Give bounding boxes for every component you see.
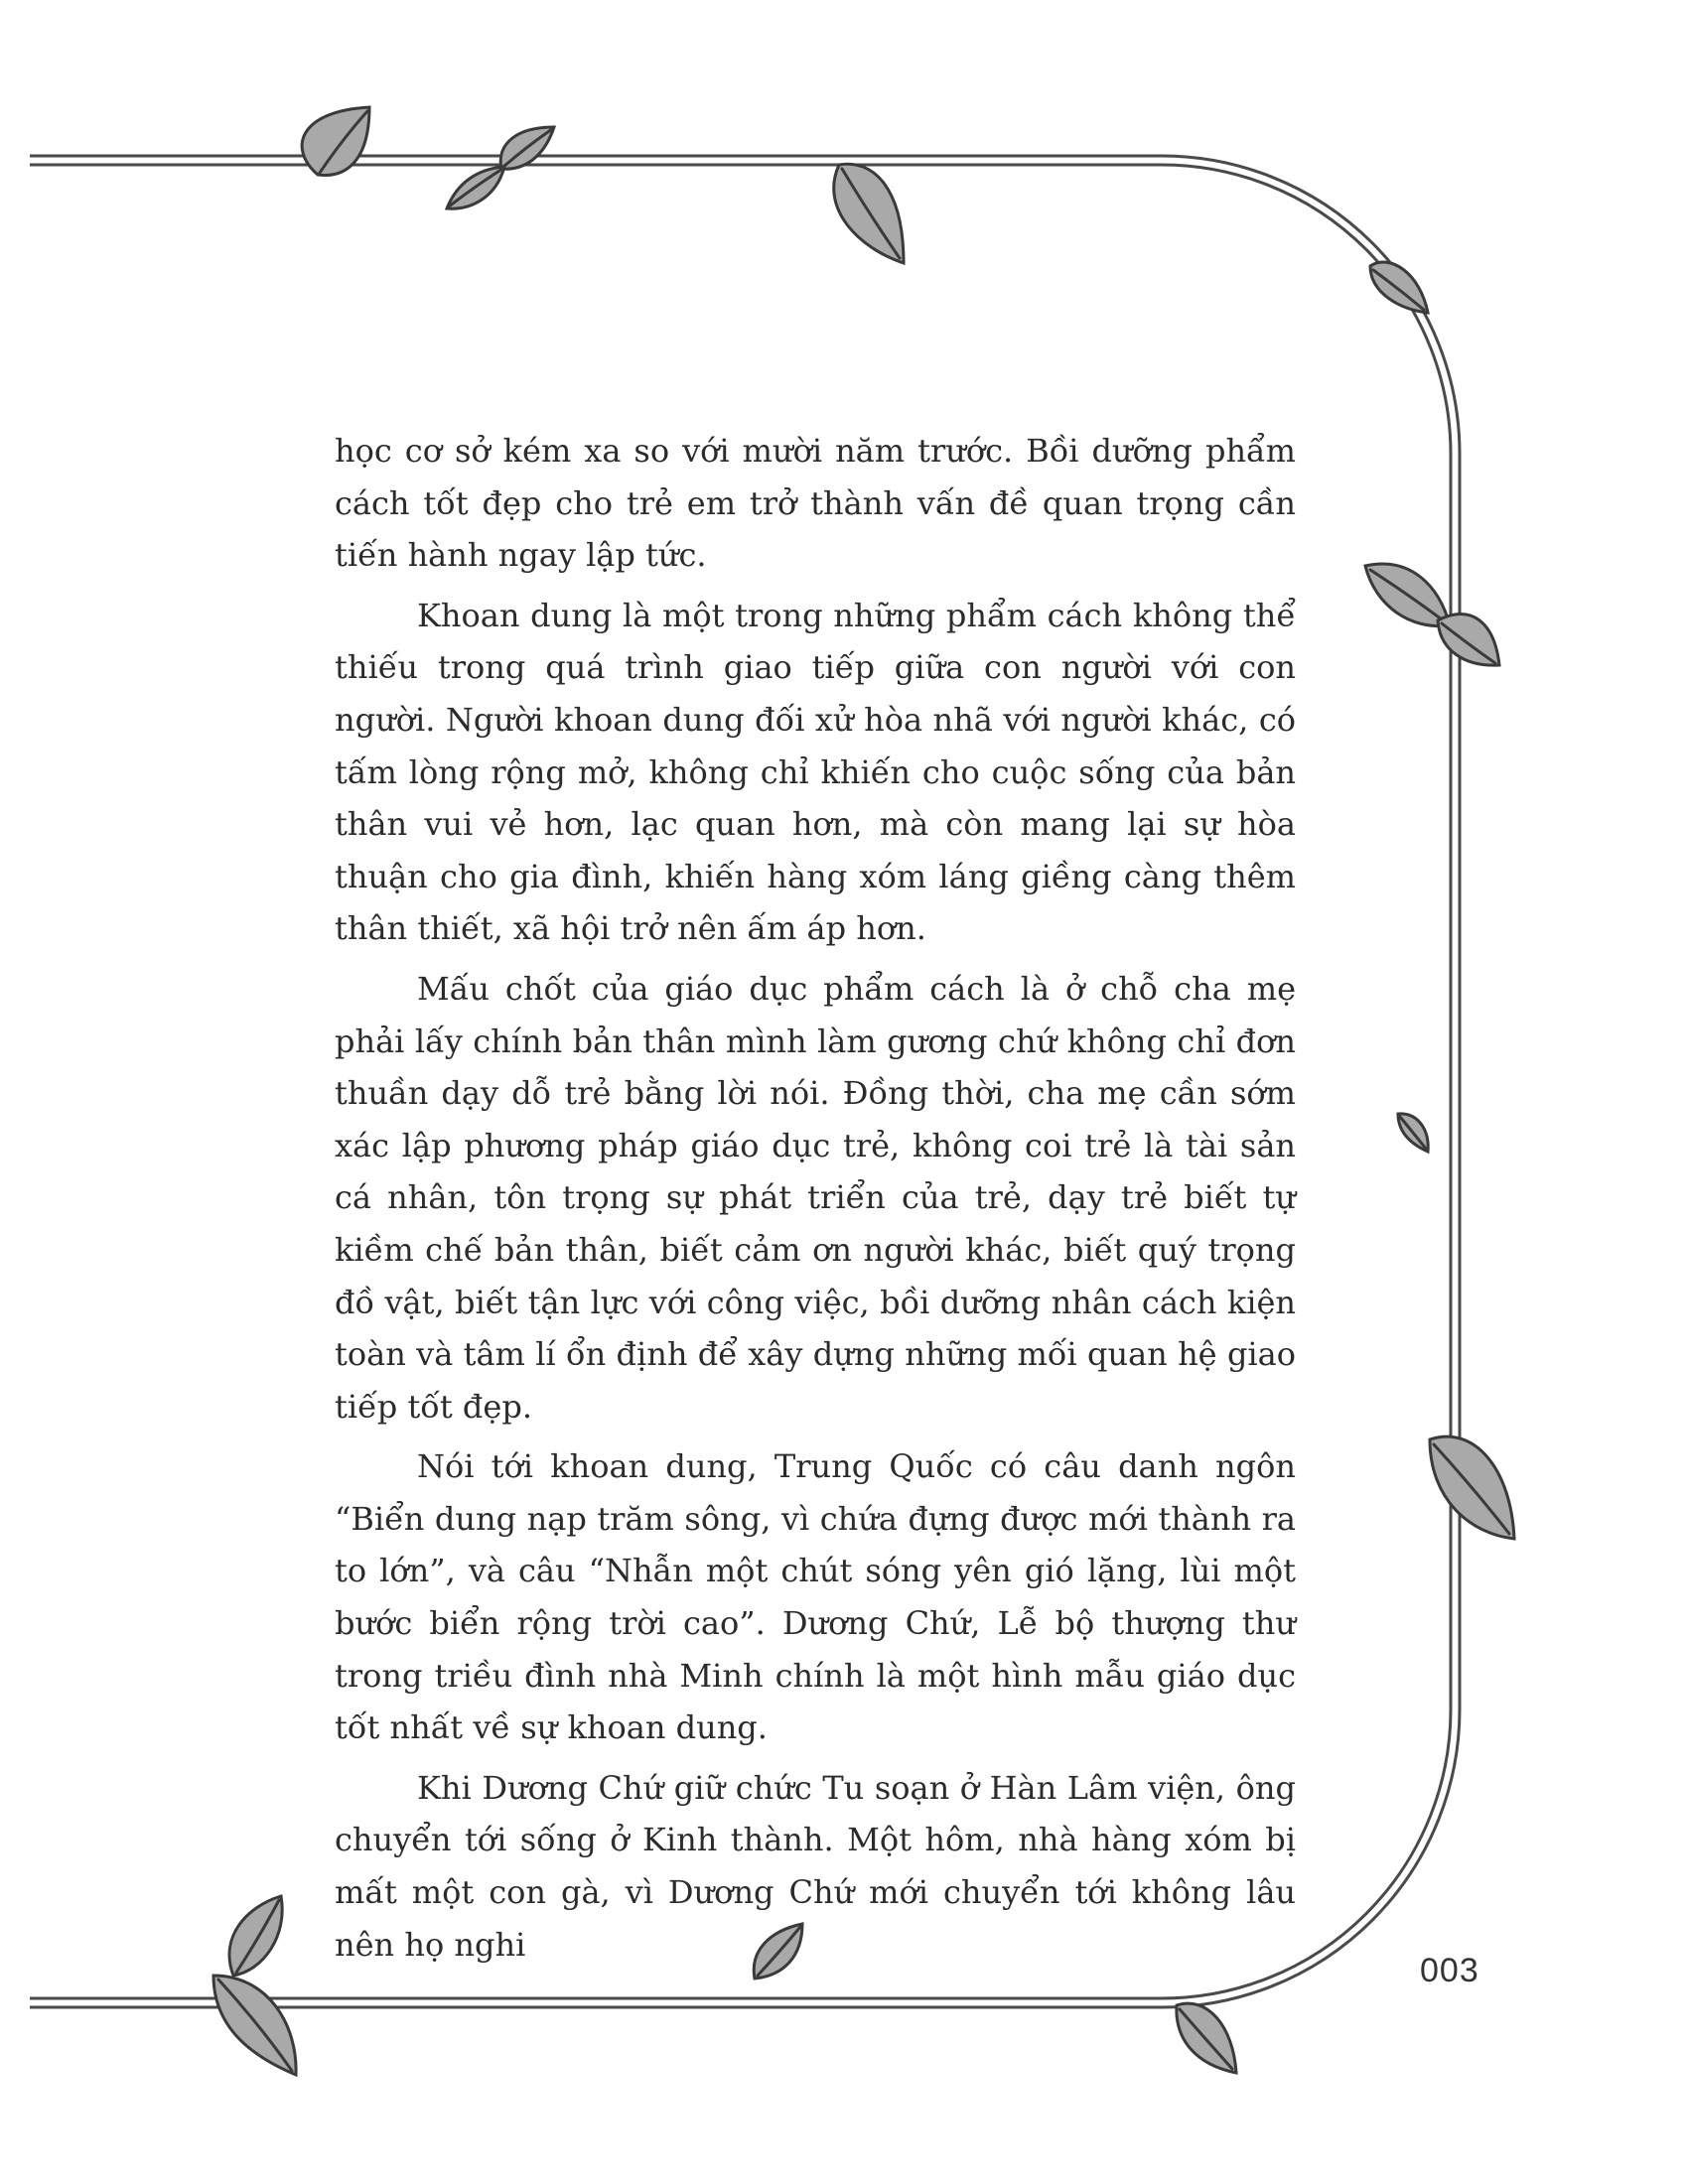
leaf-icon [1398,1114,1428,1152]
paragraph: Nói tới khoan dung, Trung Quốc có câu danh ngôn “Biển dung nạp trăm sông, vì chứa đựng được mới thành ra to lớn”, và câu “Nhẫn một chút sóng yên gió lặng, lùi một bước biển rộng trời cao”. Dương Chứ, Lễ bộ thượng thư trong triều đình nhà Minh chính là một hình mẫu giáo dục tốt nhất về sự khoan dung. [335,1447,1296,1747]
paragraph: Khi Dương Chứ giữ chức Tu soạn ở Hàn Lâm viện, ông chuyển tới sống ở Kinh thành. Một hôm, nhà hàng xóm bị mất một con gà, vì Dương Chứ mới chuyển tới không lâu nên họ nghi [335,1768,1296,1964]
leaf-icon [1177,2003,1236,2073]
paragraph: Khoan dung là một trong những phẩm cách không thể thiếu trong quá trình giao tiếp giữa con người với con người. Người khoan dung đối xử hòa nhã với người khác, có tấm lòng rộng mở, không chỉ khiến cho cuộc sống của bản thân vui vẻ hơn, lạc quan hơn, mà còn mang lại sự hòa thuận cho gia đình, khiến hàng xóm láng giềng càng thêm thân thiết, xã hội trở nên ấm áp hơn. [335,596,1296,948]
leaf-icon [1430,1436,1514,1539]
leaf-icon [1438,614,1499,666]
leaf-icon [213,1976,296,2075]
leaf-icon [447,167,504,208]
leaf-icon [834,164,904,263]
page-number: 003 [1420,1952,1479,1989]
paragraph: học cơ sở kém xa so với mười năm trước. Bồi dưỡng phẩm cách tốt đẹp cho trẻ em trở thành vấn đề quan trọng cần tiến hành ngay lập tức. [335,432,1296,575]
paragraph: Mấu chốt của giáo dục phẩm cách là ở chỗ cha mẹ phải lấy chính bản thân mình làm gương chứ không chỉ đơn thuần dạy dỗ trẻ bằng lời nói. Đồng thời, cha mẹ cần sớm xác lập phương pháp giáo dục trẻ, không coi trẻ là tài sản cá nhân, tôn trọng sự phát triển của trẻ, dạy trẻ biết tự kiềm chế bản thân, biết cảm ơn người khác, biết quý trọng đồ vật, biết tận lực với công việc, bồi dưỡng nhân cách kiện toàn và tâm lí ổn định để xây dựng những mối quan hệ giao tiếp tốt đẹp. [335,969,1296,1426]
body-text [335,425,1296,1979]
leaf-icon [1365,564,1450,626]
leaf-icon [229,1896,282,1976]
leaf-icon [500,127,554,169]
leaf-icon [1370,262,1428,313]
